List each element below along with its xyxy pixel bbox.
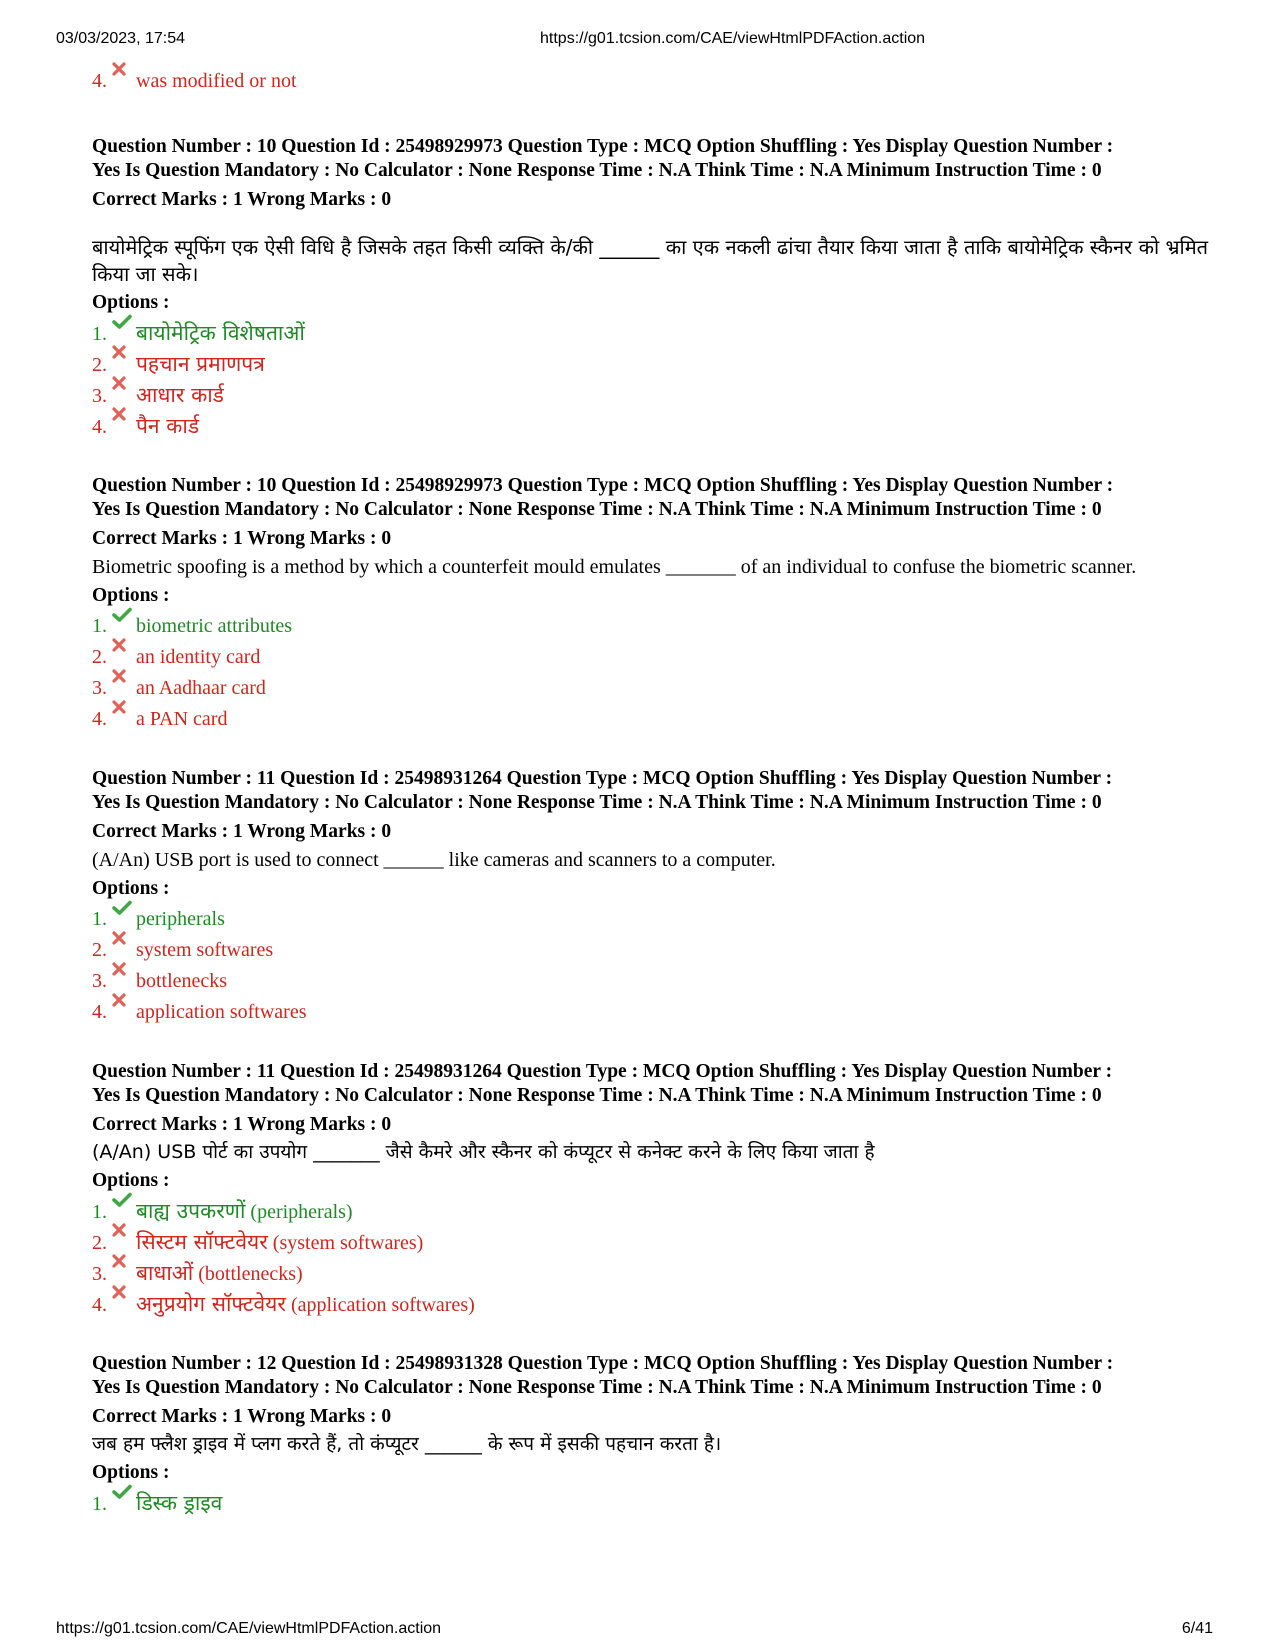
option-text: biometric attributes [136, 615, 293, 637]
option-item [92, 611, 1222, 642]
option-item [92, 318, 1222, 349]
page-header [0, 30, 1275, 52]
question-text: बायोमेट्रिक स्पूफिंग एक ऐसी विधि है जिसके तहत किसी व्यक्ति के/की ______ का एक नकली ढांचा तैयार किया जाता है ताकि बायोमेट्रिक स्कैनर को भ्रमित किया जा सके। [92, 235, 1209, 286]
cross-icon [112, 700, 136, 714]
option-text: bottlenecks [136, 970, 228, 992]
option-item [92, 904, 1222, 935]
option-number: 2. [92, 646, 107, 668]
option-text: बाधाओं [136, 1261, 194, 1285]
question-block [92, 135, 1222, 442]
cross-icon [112, 1223, 136, 1237]
option-number: 3. [92, 970, 107, 992]
option-number: 1. [92, 908, 107, 930]
cross-icon [112, 993, 136, 1007]
options-label: Options : [92, 1462, 170, 1483]
option-item [92, 935, 1222, 966]
check-icon [112, 1484, 136, 1500]
print-datetime: 03/03/2023, 17:54 [56, 30, 186, 47]
option-number: 2. [92, 1232, 107, 1254]
option-text: a PAN card [136, 708, 228, 730]
question-marks: Correct Marks : 1 Wrong Marks : 0 [92, 189, 392, 210]
option-item [92, 997, 1222, 1028]
options-label: Options : [92, 292, 170, 313]
option-text: was modified or not [136, 70, 297, 92]
option-english: (bottlenecks) [198, 1263, 303, 1285]
question-meta: Yes Is Question Mandatory : No Calculator : None Response Time : N.A Think Time : N.A Minimum Instruction Time : 0 [92, 1085, 1102, 1106]
option-number: 4. [92, 70, 107, 92]
option-english: (system softwares) [272, 1232, 424, 1254]
option-item [92, 1289, 1222, 1320]
option-number: 2. [92, 939, 107, 961]
option-english: (peripherals) [250, 1201, 353, 1223]
question-marks: Correct Marks : 1 Wrong Marks : 0 [92, 1114, 392, 1135]
question-meta: Question Number : 11 Question Id : 25498931264 Question Type : MCQ Option Shuffling : Yes Display Question Number : [92, 768, 1113, 789]
question-block [92, 767, 1222, 1028]
option-item [92, 1227, 1222, 1258]
option-number: 1. [92, 1493, 107, 1515]
option-number: 3. [92, 1263, 107, 1285]
check-icon [112, 607, 136, 623]
option-text: system softwares [136, 939, 274, 961]
question-block [92, 474, 1222, 735]
options-label: Options : [92, 878, 170, 899]
question-meta: Question Number : 10 Question Id : 25498929973 Question Type : MCQ Option Shuffling : Yes Display Question Number : [92, 136, 1114, 157]
option-text: बायोमेट्रिक विशेषताओं [136, 321, 305, 345]
cross-icon [112, 407, 136, 421]
option-english: (application softwares) [290, 1294, 475, 1316]
question-block [92, 1352, 1222, 1519]
cross-icon [112, 962, 136, 976]
option-item [92, 66, 1222, 97]
check-icon [112, 1192, 136, 1208]
option-text: an Aadhaar card [136, 677, 266, 699]
option-item [92, 642, 1222, 673]
option-text: application softwares [136, 1001, 307, 1023]
options-label: Options : [92, 585, 170, 606]
footer-url: https://g01.tcsion.com/CAE/viewHtmlPDFAction.action [56, 1620, 442, 1637]
cross-icon [112, 1254, 136, 1268]
page-footer [0, 1620, 1275, 1642]
check-icon [112, 900, 136, 916]
question-meta: Yes Is Question Mandatory : No Calculator : None Response Time : N.A Think Time : N.A Minimum Instruction Time : 0 [92, 499, 1102, 520]
cross-icon [112, 638, 136, 652]
option-text: डिस्क ड्राइव [136, 1491, 223, 1515]
document-content [92, 66, 1222, 1519]
option-text: peripherals [136, 908, 225, 930]
option-text: पहचान प्रमाणपत्र [136, 352, 265, 376]
option-item [92, 349, 1222, 380]
option-number: 2. [92, 354, 107, 376]
option-item [92, 966, 1222, 997]
question-marks: Correct Marks : 1 Wrong Marks : 0 [92, 821, 392, 842]
question-text: Biometric spoofing is a method by which a counterfeit mould emulates _______ of an individual to confuse the biometric scanner. [92, 556, 1137, 578]
cross-icon [112, 376, 136, 390]
question-block [92, 1060, 1222, 1320]
question-marks: Correct Marks : 1 Wrong Marks : 0 [92, 528, 392, 549]
question-meta: Question Number : 11 Question Id : 25498931264 Question Type : MCQ Option Shuffling : Yes Display Question Number : [92, 1061, 1113, 1082]
question-meta: Yes Is Question Mandatory : No Calculator : None Response Time : N.A Think Time : N.A Minimum Instruction Time : 0 [92, 1377, 1102, 1398]
option-item [92, 673, 1222, 704]
question-meta: Yes Is Question Mandatory : No Calculator : None Response Time : N.A Think Time : N.A Minimum Instruction Time : 0 [92, 792, 1102, 813]
option-number: 3. [92, 677, 107, 699]
option-text: सिस्टम सॉफ्टवेयर [136, 1230, 268, 1254]
option-number: 4. [92, 416, 107, 438]
option-text: पैन कार्ड [136, 414, 200, 438]
cross-icon [112, 1285, 136, 1299]
page-number: 6/41 [1181, 1620, 1213, 1637]
option-text: अनुप्रयोग सॉफ्टवेयर [136, 1292, 286, 1316]
option-item [92, 411, 1222, 442]
option-text: an identity card [136, 646, 261, 668]
option-number: 3. [92, 385, 107, 407]
option-item [92, 1258, 1222, 1289]
option-text: आधार कार्ड [136, 383, 224, 407]
option-number: 1. [92, 1201, 107, 1223]
header-url: https://g01.tcsion.com/CAE/viewHtmlPDFAction.action [540, 30, 926, 47]
question-meta: Yes Is Question Mandatory : No Calculator : None Response Time : N.A Think Time : N.A Minimum Instruction Time : 0 [92, 160, 1102, 181]
option-number: 4. [92, 1294, 107, 1316]
option-item [92, 380, 1222, 411]
option-item [92, 1488, 1222, 1519]
question-marks: Correct Marks : 1 Wrong Marks : 0 [92, 1406, 392, 1427]
check-icon [112, 314, 136, 330]
option-number: 1. [92, 615, 107, 637]
cross-icon [112, 345, 136, 359]
question-meta: Question Number : 10 Question Id : 25498929973 Question Type : MCQ Option Shuffling : Yes Display Question Number : [92, 475, 1114, 496]
cross-icon [112, 931, 136, 945]
option-item [92, 704, 1222, 735]
question-text: (A/An) USB port is used to connect ______ like cameras and scanners to a computer. [92, 849, 776, 871]
option-item [92, 1196, 1222, 1227]
question-text: (A/An) USB पोर्ट का उपयोग _______ जैसे कैमरे और स्कैनर को कंप्यूटर से कनेक्ट करने के लिए किया जाता है [92, 1141, 875, 1163]
options-label: Options : [92, 1170, 170, 1191]
question-meta: Question Number : 12 Question Id : 25498931328 Question Type : MCQ Option Shuffling : Yes Display Question Number : [92, 1353, 1114, 1374]
option-number: 1. [92, 323, 107, 345]
cross-icon [112, 62, 136, 76]
option-number: 4. [92, 1001, 107, 1023]
question-text: जब हम फ्लैश ड्राइव में प्लग करते हैं, तो कंप्यूटर ______ के रूप में इसकी पहचान करता है। [92, 1433, 722, 1455]
cross-icon [112, 669, 136, 683]
option-number: 4. [92, 708, 107, 730]
option-text: बाह्य उपकरणों [136, 1199, 246, 1223]
